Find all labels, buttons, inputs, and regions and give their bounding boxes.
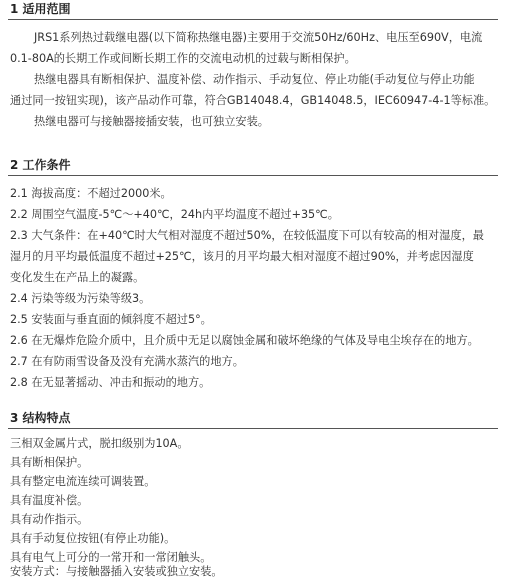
section-3-title: 3 结构特点 [10, 411, 71, 425]
condition-item: 2.7 在有防雨雪设备及没有充满水蒸汽的地方。 [10, 355, 244, 368]
condition-item-continuation: 湿月的月平均最低温度不超过+25℃，该月的月平均最大相对湿度不超过90%，并考虑因湿度 [10, 250, 474, 263]
section-1-paragraph-line: 热继电器具有断相保护、温度补偿、动作指示、手动复位、停止功能(手动复位与停止功能 [34, 73, 475, 86]
condition-item: 2.2 周围空气温度-5℃～+40℃，24h内平均温度不超过+35℃。 [10, 208, 339, 221]
condition-item: 2.3 大气条件：在+40℃时大气相对湿度不超过50%，在较低温度下可以有较高的相对湿度，最 [10, 229, 484, 242]
section-1-header [8, 2, 498, 20]
section-1-paragraph-line: JRS1系列热过载继电器(以下简称热继电器)主要用于交流50Hz/60Hz、电压至690V，电流 [34, 31, 483, 44]
feature-item: 具有断相保护。 [10, 456, 89, 469]
feature-item: 三相双金属片式，脱扣级别为10A。 [10, 437, 189, 450]
condition-item: 2.8 在无显著摇动、冲击和振动的地方。 [10, 376, 211, 389]
feature-item: 安装方式：与接触器插入安装或独立安装。 [10, 565, 223, 578]
section-1-title: 1 适用范围 [10, 2, 71, 16]
feature-item: 具有电气上可分的一常开和一常闭触头。 [10, 551, 212, 564]
feature-item: 具有整定电流连续可调装置。 [10, 475, 156, 488]
condition-item: 2.6 在无爆炸危险介质中，且介质中无足以腐蚀金属和破坏绝缘的气体及导电尘埃存在的地方。 [10, 334, 479, 347]
section-2-title: 2 工作条件 [10, 158, 71, 172]
condition-item: 2.4 污染等级为污染等级3。 [10, 292, 151, 305]
condition-item: 2.1 海拔高度：不超过2000米。 [10, 187, 172, 200]
condition-item: 2.5 安装面与垂直面的倾斜度不超过5°。 [10, 313, 212, 326]
feature-item: 具有动作指示。 [10, 513, 89, 526]
section-1-paragraph-line: 0.1-80A的长期工作或间断长期工作的交流电动机的过载与断相保护。 [10, 52, 356, 65]
section-2-header [8, 158, 498, 176]
section-3-header [8, 411, 498, 429]
section-1-paragraph-line: 通过同一按钮实现)，该产品动作可靠，符合GB14048.4，GB14048.5，IEC60947-4-1等标准。 [10, 94, 496, 107]
section-1-paragraph-line: 热继电器可与接触器接插安装，也可独立安装。 [34, 115, 269, 128]
feature-item: 具有手动复位按钮(有停止功能)。 [10, 532, 176, 545]
feature-item: 具有温度补偿。 [10, 494, 89, 507]
condition-item-continuation: 变化发生在产品上的凝露。 [10, 271, 145, 284]
